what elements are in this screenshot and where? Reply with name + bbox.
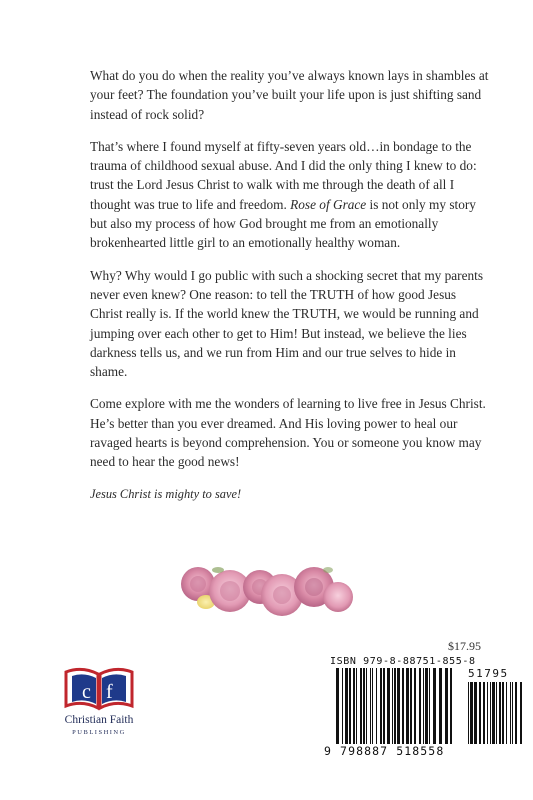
blurb-closing-line: Jesus Christ is mighty to save! xyxy=(90,486,242,501)
barcode-bar xyxy=(492,682,495,744)
svg-text:c: c xyxy=(82,681,91,703)
barcode-bar xyxy=(439,668,442,744)
barcode-bar xyxy=(506,682,507,744)
barcode-bar xyxy=(450,668,452,744)
barcode-bar xyxy=(345,668,348,744)
book-logo-icon xyxy=(60,662,138,714)
barcode-bar xyxy=(490,682,491,744)
barcode-bar xyxy=(349,668,351,744)
isbn-number: ISBN 979-8-88751-855-8 xyxy=(330,656,476,667)
barcode-bar xyxy=(380,668,382,744)
barcode-bar xyxy=(487,682,488,744)
barcode-bar xyxy=(502,682,504,744)
barcode-bar xyxy=(366,668,367,744)
barcode-bar xyxy=(470,682,473,744)
barcode-bar xyxy=(423,668,424,744)
barcode-bar xyxy=(414,668,416,744)
barcode-bar xyxy=(515,682,517,744)
barcode-bar xyxy=(520,682,522,744)
price-label: $17.95 xyxy=(448,639,481,653)
blurb-paragraph-1: What do you do when the reality you’ve always known lays in shambles at your feet? The foundation you’ve built your life upon is just shifting sand instead of rock solid? xyxy=(90,68,489,122)
barcode-bar xyxy=(429,668,430,744)
rose-cluster xyxy=(181,567,353,616)
barcode-bar xyxy=(402,668,404,744)
barcode-bar xyxy=(468,682,469,744)
barcode-bar xyxy=(387,668,390,744)
rose-flowers-illustration xyxy=(178,562,358,620)
barcode-bar xyxy=(392,668,393,744)
book-title-italic: Rose of Grace xyxy=(290,196,367,212)
barcode-bar xyxy=(342,668,343,744)
cover-blurb xyxy=(90,66,490,517)
barcode-bar xyxy=(383,668,385,744)
barcode-bar xyxy=(370,668,371,744)
barcode-addon-digits: 51795 xyxy=(468,667,509,680)
barcode-bar xyxy=(474,682,477,744)
barcode-bar xyxy=(512,682,513,744)
blurb-paragraph-2-end: is not only my story but also my process of how God brought me from an emotionally brokenhearted little girl to an emotionally healthy woman. xyxy=(90,196,476,251)
blurb-paragraph-3: Why? Why would I go public with such a shocking secret that my parents never even knew? One reason: to tell the TRUTH of how good Jesus Christ really is. If the world knew the TRUTH, we would be running and jumping over each other to get to Him! But instead, we believe the lies darkness tells us, and we run from Him and our true selves to hide in shame. xyxy=(90,267,484,380)
barcode-bar xyxy=(433,668,436,744)
barcode-bar xyxy=(510,682,511,744)
publisher-subtitle: PUBLISHING xyxy=(72,729,126,736)
svg-text:f: f xyxy=(106,681,113,703)
barcode-bar xyxy=(394,668,396,744)
isbn-barcode xyxy=(322,655,527,763)
barcode-bar xyxy=(425,668,428,744)
barcode-bar xyxy=(353,668,355,744)
publisher-logo xyxy=(50,662,148,744)
barcode-bar xyxy=(360,668,362,744)
publisher-name: Christian Faith xyxy=(64,714,134,726)
blurb-paragraph-2 xyxy=(90,137,490,253)
barcode-bar xyxy=(410,668,412,744)
barcode-bar xyxy=(363,668,365,744)
barcode-bar xyxy=(483,682,485,744)
barcode-bar xyxy=(445,668,448,744)
barcode-bar xyxy=(372,668,373,744)
barcode-bar xyxy=(397,668,400,744)
barcode-bar xyxy=(479,682,481,744)
barcode-bar xyxy=(406,668,409,744)
barcode-bar xyxy=(336,668,339,744)
barcode-digits: 9 798887 518558 xyxy=(324,744,445,758)
barcode-bar xyxy=(496,682,497,744)
barcode-bar xyxy=(376,668,377,744)
barcode-bar xyxy=(356,668,357,744)
barcode-bar xyxy=(499,682,501,744)
blurb-paragraph-4: Come explore with me the wonders of learning to live free in Jesus Christ. He’s better than you ever dreamed. And His loving power to heal our ravaged hearts is beyond comprehension. You or someone you know may need to hear the good news! xyxy=(90,396,486,470)
barcode-bar xyxy=(419,668,421,744)
blurb-paragraph-2-start: That’s where I found myself at fifty-seven years old…in bondage to the trauma of childhood sexual abuse. And I did the only thing I knew to do: trust the Lord Jesus Christ to walk with me through the death of all I thought was true to life and freedom. xyxy=(90,138,477,212)
